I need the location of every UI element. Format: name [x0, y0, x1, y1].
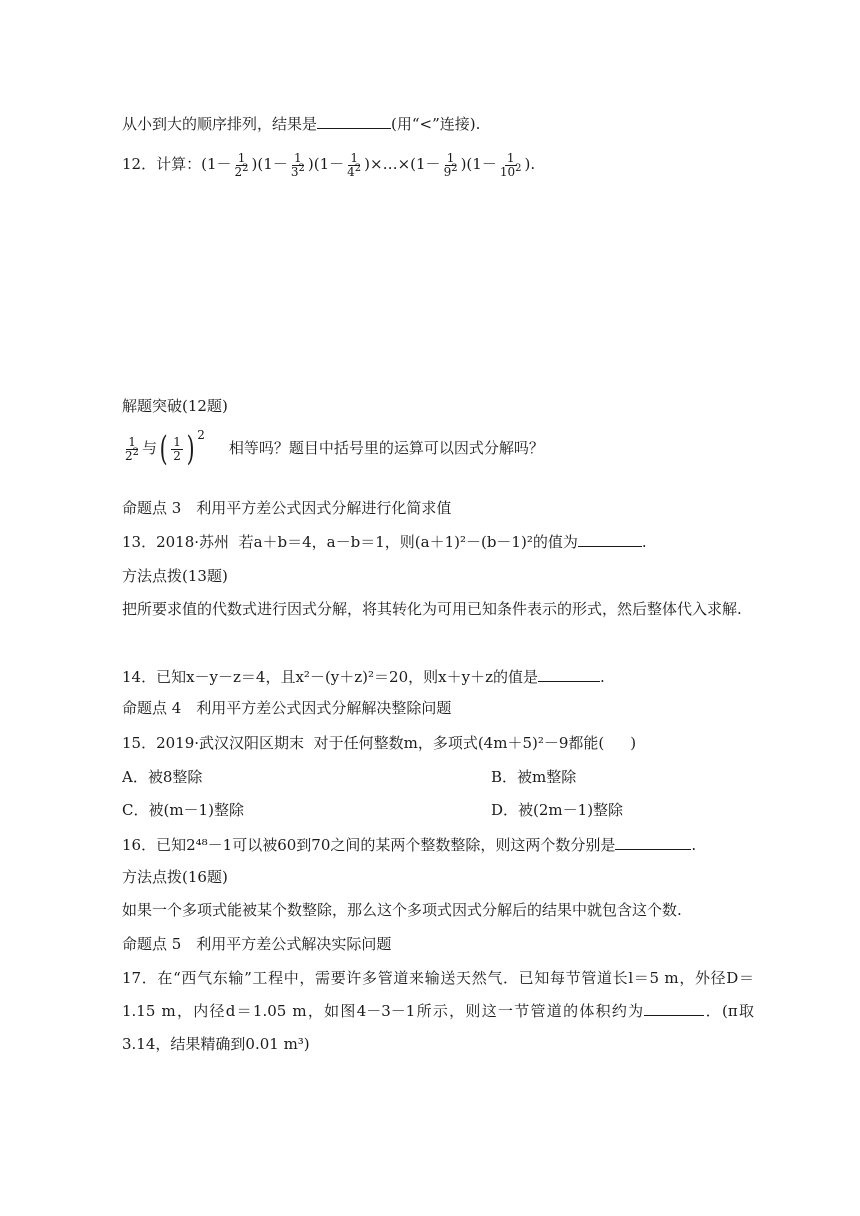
question-16	[122, 834, 696, 855]
den-base: 4	[347, 164, 355, 179]
fraction-1-10sq	[498, 152, 524, 179]
den-exp: 2	[132, 446, 140, 458]
question-text: 已知2⁴⁸－1可以被60到70之间的某两个整数整除，则这两个数分别是	[156, 836, 616, 854]
frac-den	[123, 446, 141, 463]
end-period: .	[691, 836, 697, 854]
one: 1	[472, 155, 482, 173]
frac-num: 1	[237, 150, 246, 165]
den-exp: 2	[354, 162, 362, 174]
continuation-tail: (用“<”连接).	[391, 115, 481, 133]
connector: 与	[142, 439, 158, 457]
paren-exp: 2	[197, 428, 205, 442]
fraction-1-4sq	[345, 152, 363, 179]
one: 1	[319, 155, 330, 173]
point-3-heading: 命题点 3 利用平方差公式因式分解进行化简求值	[122, 499, 452, 517]
choice-a: A．被8整除	[122, 768, 203, 786]
frac-num: 1	[128, 434, 136, 449]
one: 1	[263, 155, 273, 173]
question-number: 14．	[122, 668, 157, 686]
frac-num: 1	[350, 150, 358, 165]
question-14	[122, 666, 605, 687]
tip-16-title: 方法点拨(16题)	[122, 868, 228, 886]
question-label: 计算：	[156, 155, 202, 173]
den-exp: 2	[451, 162, 458, 174]
question-number: 16．	[122, 836, 157, 854]
tip-12-body	[122, 428, 544, 468]
answer-blank	[644, 1000, 704, 1016]
frac-num: 1	[506, 150, 515, 165]
question-13	[122, 531, 647, 552]
question-source: 2018·苏州	[156, 533, 230, 551]
den-exp: 2	[242, 162, 249, 174]
den-base: 10	[499, 164, 516, 179]
question-number: 17．	[122, 969, 158, 987]
one: 1	[206, 155, 217, 173]
question-number: 12．	[122, 155, 157, 173]
frac-den	[345, 162, 363, 179]
tip-13-text: 把所要求值的代数式进行因式分解，将其转化为可用已知条件表示的形式，然后整体代入求解.	[122, 600, 742, 618]
answer-blank	[578, 531, 642, 547]
frac-den	[442, 162, 460, 179]
frac-den: 2	[173, 448, 181, 463]
fraction-1-2sq	[123, 436, 141, 463]
tip-16-text: 如果一个多项式能被某个数整除，那么这个多项式因式分解后的结果中就包含这个数.	[122, 901, 682, 919]
den-exp: 2	[298, 162, 305, 174]
choice-b: B．被m整除	[491, 768, 577, 786]
question-text: 已知x－y－z＝4，且x²－(y＋z)²＝20，则x＋y＋z的值是	[156, 668, 538, 686]
answer-blank	[538, 666, 600, 682]
den-base: 3	[290, 164, 299, 179]
point-5-heading: 命题点 5 利用平方差公式解决实际问题	[122, 935, 392, 953]
choice-c: C．被(m－1)整除	[122, 801, 244, 819]
left-paren: (	[159, 429, 168, 469]
frac-den	[233, 162, 251, 179]
tip-12-title: 解题突破(12题)	[122, 397, 228, 415]
question-15	[122, 733, 636, 753]
question-text: 对于任何整数m，多项式(4m＋5)²－9都能(	[313, 734, 605, 752]
question-text: 若a＋b＝4，a－b＝1，则(a＋1)²－(b－1)²的值为	[238, 533, 578, 551]
question-number: 15．	[122, 734, 157, 752]
answer-blank	[615, 834, 691, 850]
fraction-1-3sq	[289, 152, 307, 179]
frac-num: 1	[294, 150, 302, 165]
question-source: 2019·武汉汉阳区期末	[156, 734, 305, 752]
tip-12-text: 相等吗？题目中括号里的运算可以因式分解吗？	[228, 439, 544, 457]
frac-den	[498, 162, 524, 179]
fraction-1-9sq	[442, 152, 460, 179]
frac-num: 1	[446, 150, 455, 165]
frac-den	[289, 162, 307, 179]
den-base: 2	[234, 164, 243, 179]
end-period: .	[641, 533, 647, 551]
den-exp: 2	[515, 162, 522, 174]
right-paren: )	[186, 429, 195, 469]
point-4-heading: 命题点 4 利用平方差公式因式分解解决整除问题	[122, 699, 452, 717]
tip-13-title: 方法点拨(13题)	[122, 567, 228, 585]
den-base: 9	[443, 164, 452, 179]
question-text: 在“西气东输”工程中，需要许多管道来输送天然气．已知每节管道长l＝5 m，外径D＝1.15 m，内径d＝1.05 m，如图4－3－1所示，则这一节管道的体积约为	[122, 969, 754, 1020]
answer-blank	[317, 113, 391, 129]
question-number: 13．	[122, 533, 157, 551]
frac-num: 1	[173, 434, 181, 449]
question-tail: ．(π取3.14，结果精确到0.01 m³)	[122, 1002, 755, 1053]
close-paren: )	[630, 734, 637, 752]
question-17	[122, 962, 754, 1061]
continuation-text: 从小到大的顺序排列，结果是	[122, 115, 318, 133]
fraction-1-2	[171, 436, 183, 463]
choice-d: D．被(2m－1)整除	[491, 801, 624, 819]
fraction-1-2sq	[233, 152, 251, 179]
continuation-line	[122, 113, 480, 134]
end-period: .	[530, 155, 536, 173]
question-12: 12．计算：(1－ $\frac{1}{2^2}$ )(1－ $\frac{1}{3^2}$ )(1－ $\frac{1}{4^2}$ )×…×(1－ $\frac{1}{9^2}$ )(1－ $\frac{1}{10^2}$ ).	[122, 150, 536, 179]
one: 1	[416, 155, 426, 173]
end-period: .	[599, 668, 605, 686]
ellipsis: ×…×	[370, 155, 411, 173]
den-base: 2	[125, 448, 133, 463]
